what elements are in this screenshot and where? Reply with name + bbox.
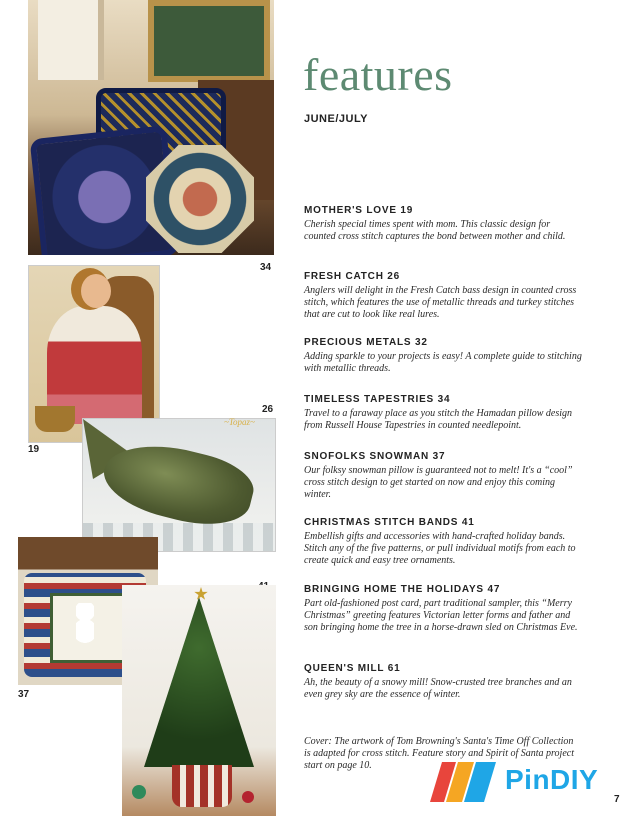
feature-entry — [304, 271, 582, 321]
feature-entry — [304, 205, 582, 243]
feature-entry — [304, 663, 582, 701]
pindiy-logo-icon — [416, 758, 504, 802]
feature-entry — [304, 517, 582, 567]
feature-entry — [304, 394, 582, 432]
feature-heading[interactable]: FRESH CATCH 26 — [304, 271, 401, 282]
feature-entry — [304, 451, 582, 501]
feature-description: Part old-fashioned post card, part traditional sampler, this “Merry Christmas” greeting features Victorian letter forms and father and son bringing home the tree in a horse-drawn sled on Christmas Eve. — [304, 598, 578, 633]
issue-date: JUNE/JULY — [304, 113, 369, 125]
feature-description: Travel to a faraway place as you stitch the Hamadan pillow design from Russell House Tapestries in counted needlepoint. — [304, 408, 573, 431]
feature-heading[interactable]: PRECIOUS METALS 32 — [304, 337, 428, 348]
feature-heading[interactable]: MOTHER'S LOVE 19 — [304, 205, 414, 216]
cover-note: Cover: The artwork of Tom Browning's Santa's Time Off Collection is adapted for cross stitch. Feature story and Spirit of Santa project start on page 10. — [304, 736, 574, 771]
photo-tapestry-pillows — [28, 0, 274, 255]
feature-entry — [304, 337, 582, 375]
feature-heading[interactable]: SNOFOLKS SNOWMAN 37 — [304, 451, 446, 462]
feature-description: Anglers will delight in the Fresh Catch bass design in counted cross stitch, which features the use of metallic threads and turkey stitches that are cut to look like real lures. — [304, 285, 577, 320]
feature-description: Cherish special times spent with mom. This classic design for counted cross stitch captures the bond between mother and child. — [304, 219, 566, 242]
photo-page-number: 26 — [262, 404, 274, 415]
photo-page-number: 37 — [18, 689, 30, 700]
page-number: 7 — [614, 794, 620, 805]
feature-description: Adding sparkle to your projects is easy! A complete guide to stitching with metallic threads. — [304, 351, 582, 374]
feature-description: Ah, the beauty of a snowy mill! Snow-crusted tree branches and an even grey sky are the essence of winter. — [304, 677, 572, 700]
photo-page-number: 34 — [260, 262, 272, 273]
photo-bass-cross-stitch — [82, 418, 276, 552]
feature-description: Our folksy snowman pillow is guaranteed not to melt! It's a “cool” cross stitch design to get started on now and enjoy this coming winter. — [304, 465, 573, 500]
brand-name: PinDIY — [505, 764, 599, 795]
feature-heading[interactable]: QUEEN'S MILL 61 — [304, 663, 401, 674]
watermark-text: ~Topaz~ — [224, 417, 255, 427]
feature-description: Embellish gifts and accessories with hand-crafted holiday bands. Stitch any of the five patterns, or pull individual motifs from each to create quick and easy tree ornaments. — [304, 531, 576, 566]
feature-entry — [304, 584, 582, 634]
feature-heading[interactable]: TIMELESS TAPESTRIES 34 — [304, 394, 451, 405]
page-title: features — [303, 49, 453, 100]
photo-christmas-tree — [122, 585, 276, 816]
feature-heading[interactable]: BRINGING HOME THE HOLIDAYS 47 — [304, 584, 501, 595]
feature-heading[interactable]: CHRISTMAS STITCH BANDS 41 — [304, 517, 475, 528]
photo-mother-cross-stitch — [28, 265, 160, 443]
photo-page-number: 19 — [28, 444, 40, 455]
